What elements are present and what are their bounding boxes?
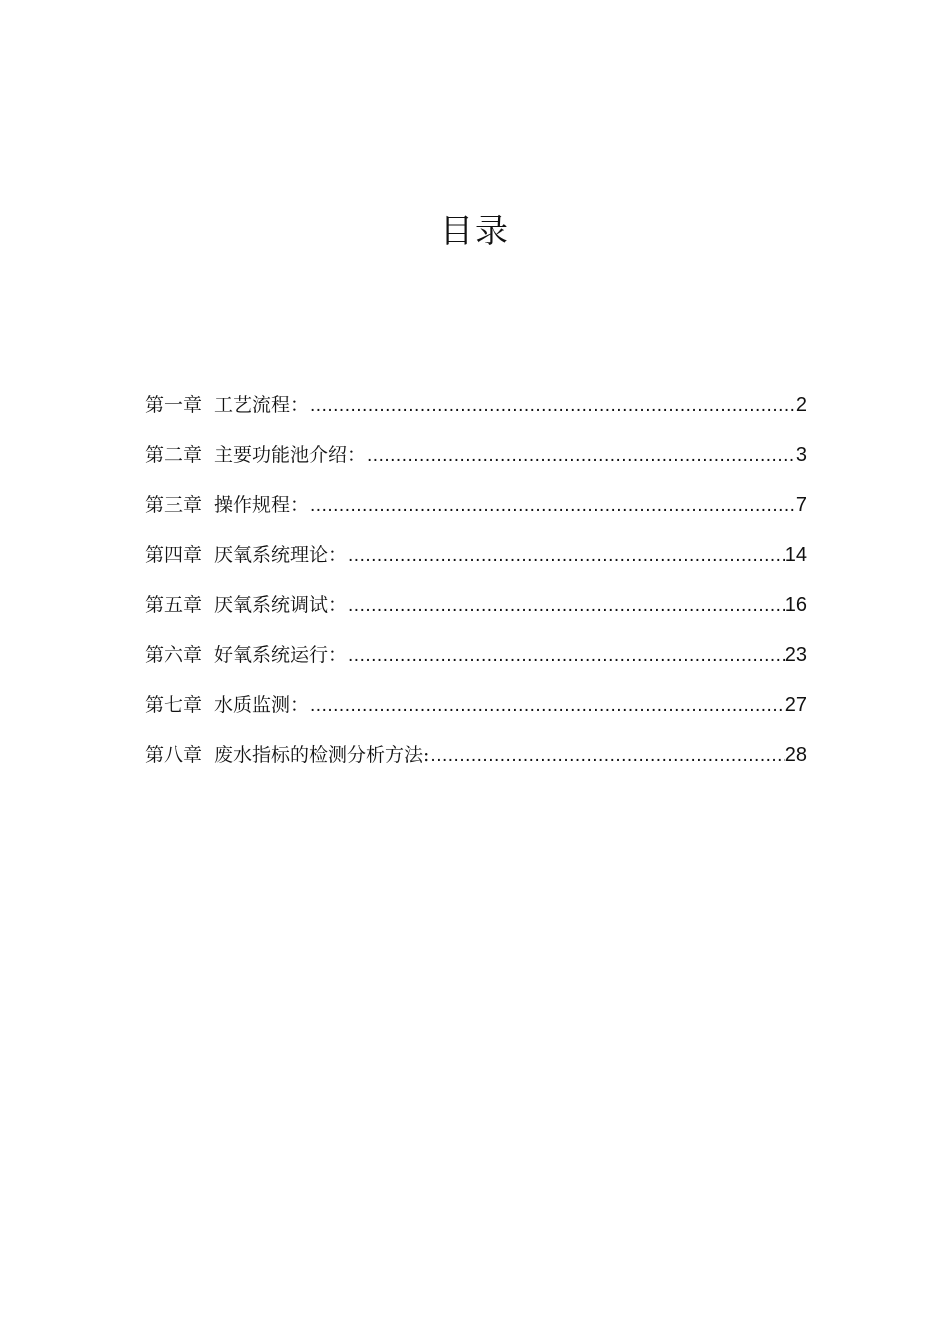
toc-dot-leader [309,681,785,731]
toc-entry [145,630,807,680]
toc-entry [145,580,807,630]
toc-entry [145,680,807,730]
toc-page-number: 2 [795,394,807,416]
toc-chapter-number: 第三章 [145,494,203,516]
toc-dot-leader [309,381,796,431]
toc-page-number: 3 [795,444,807,466]
toc-chapter-number: 第八章 [145,744,203,766]
toc-chapter-number: 第四章 [145,544,203,566]
toc-dot-leader [429,731,784,781]
toc-dot-leader [366,431,796,481]
toc-chapter-number: 第二章 [145,444,203,466]
toc-page-number: 14 [784,544,807,566]
toc-dot-leader [309,481,796,531]
toc-heading: 好氧系统运行： [214,644,348,666]
toc-dot-leader [347,581,785,631]
toc-page-number: 23 [784,644,807,666]
toc-page-number: 28 [784,744,807,766]
toc-heading: 废水指标的检测分析方法: [214,744,430,766]
toc-chapter-number: 第七章 [145,694,203,716]
toc-heading: 主要功能池介绍： [214,444,367,466]
toc-heading: 工艺流程： [214,394,310,416]
toc-entry [145,380,807,430]
toc-heading: 水质监测： [214,694,310,716]
toc-dot-leader [347,531,785,581]
toc-entry [145,430,807,480]
toc-heading: 厌氧系统调试： [214,594,348,616]
page-title: 目录 [440,211,510,250]
toc-page-number: 7 [795,494,807,516]
toc-entry [145,730,807,780]
toc-page-number: 27 [784,694,807,716]
toc-heading: 厌氧系统理论： [214,544,348,566]
toc-entry [145,530,807,580]
toc-entry [145,480,807,530]
toc-page-number: 16 [784,594,807,616]
toc-chapter-number: 第五章 [145,594,203,616]
toc-dot-leader [347,631,785,681]
toc-chapter-number: 第一章 [145,394,203,416]
toc-heading: 操作规程： [214,494,310,516]
toc-chapter-number: 第六章 [145,644,203,666]
table-of-contents [145,380,807,780]
